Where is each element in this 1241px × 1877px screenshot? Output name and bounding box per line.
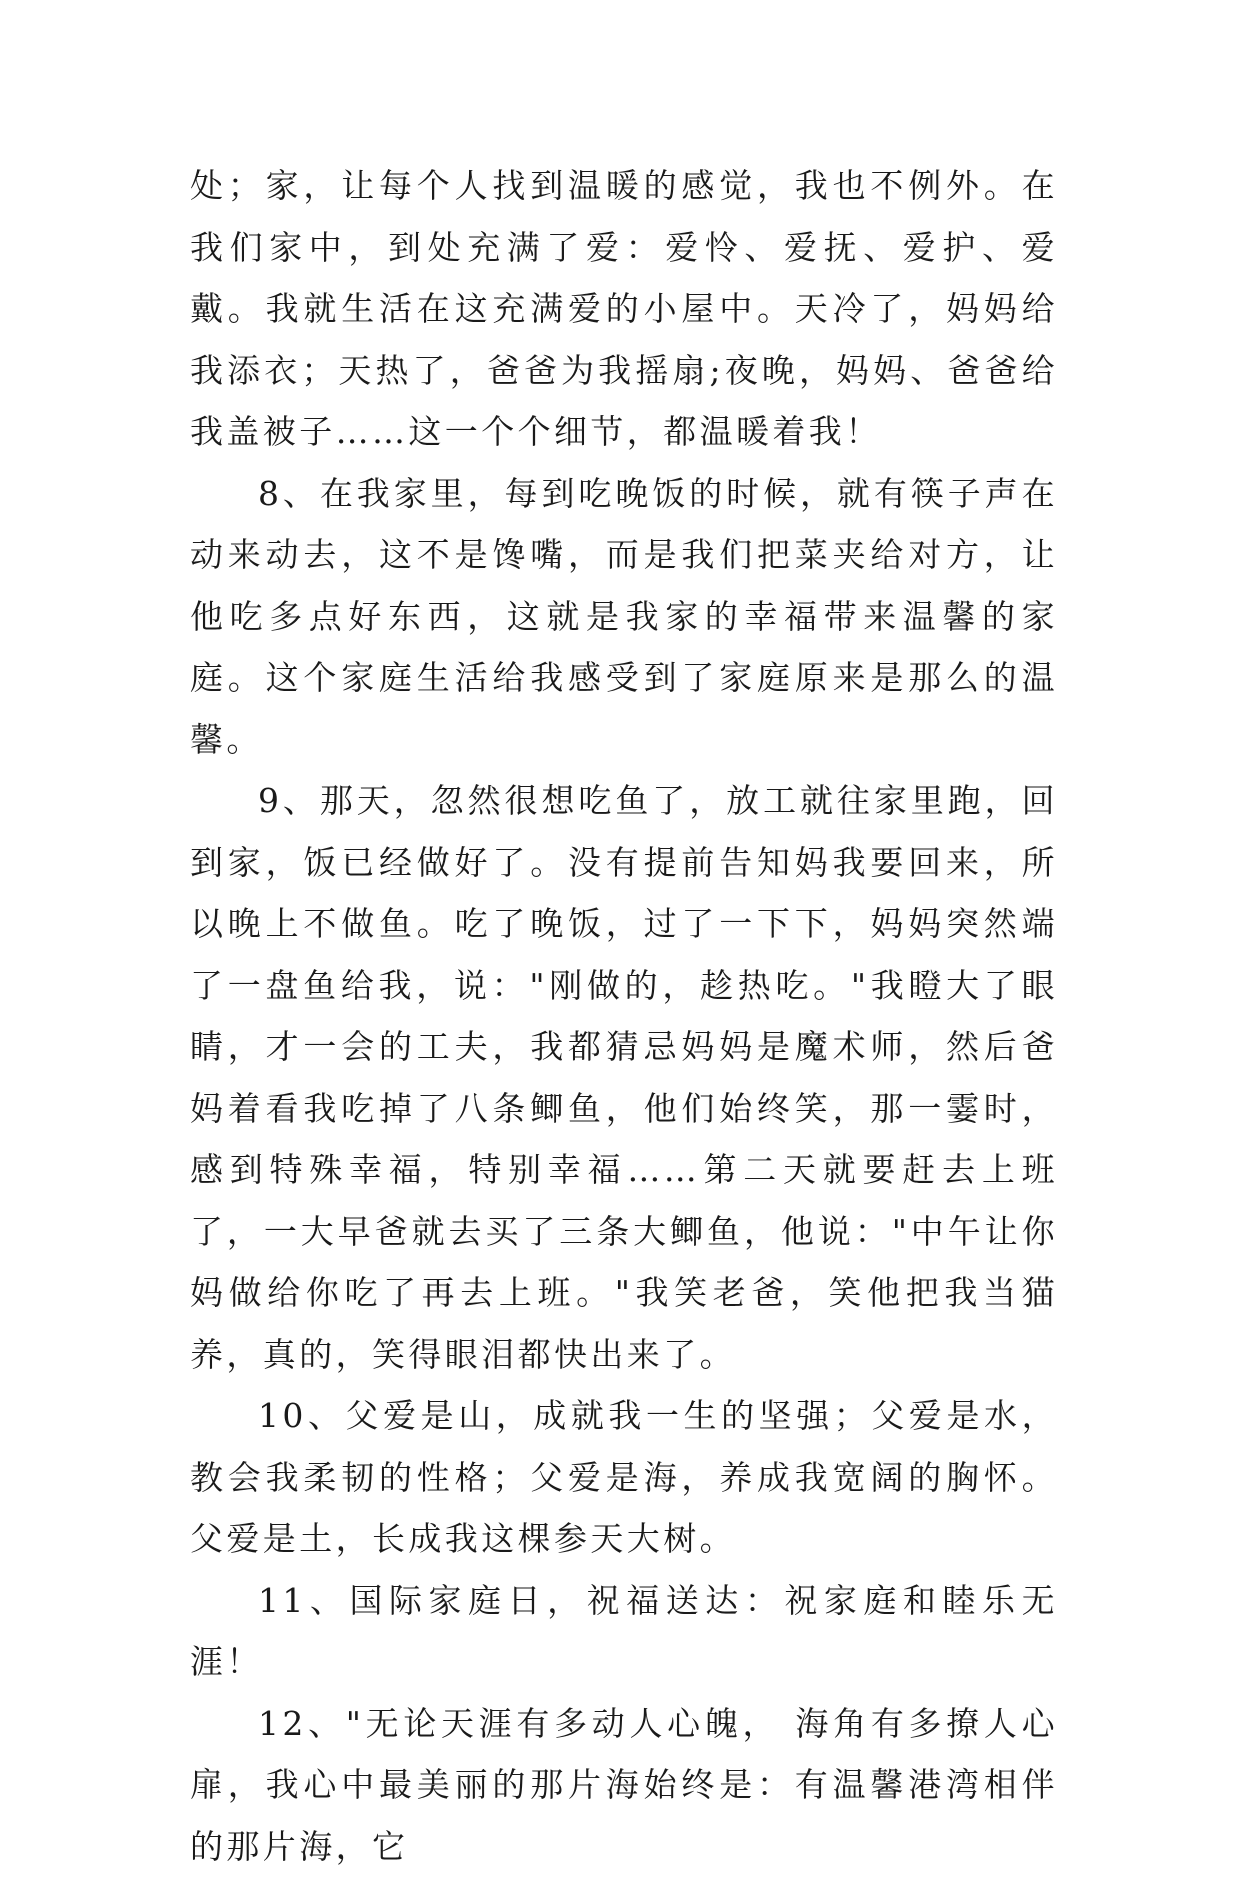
paragraph-11: 11、国际家庭日，祝福送达：祝家庭和睦乐无涯！ [190,1570,1058,1693]
paragraph-8: 8、在我家里，每到吃晚饭的时候，就有筷子声在动来动去，这不是馋嘴，而是我们把菜夹给对方，让他吃多点好东西，这就是我家的幸福带来温馨的家庭。这个家庭生活给我感受到了家庭原来是那么的温馨。 [190,463,1058,771]
paragraph-9: 9、那天，忽然很想吃鱼了，放工就往家里跑，回到家，饭已经做好了。没有提前告知妈我要回来，所以晚上不做鱼。吃了晚饭，过了一下下，妈妈突然端了一盘鱼给我，说："刚做的，趁热吃。"我瞪大了眼睛，才一会的工夫，我都猜忌妈妈是魔术师，然后爸妈着看我吃掉了八条鲫鱼，他们始终笑，那一霎时，感到特殊幸福，特别幸福……第二天就要赶去上班了，一大早爸就去买了三条大鲫鱼，他说："中午让你妈做给你吃了再去上班。"我笑老爸，笑他把我当猫养，真的，笑得眼泪都快出来了。 [190,770,1058,1385]
paragraph-12: 12、"无论天涯有多动人心魄， 海角有多撩人心扉，我心中最美丽的那片海始终是：有温馨港湾相伴的那片海，它 [190,1693,1058,1877]
document-body [190,155,1058,1877]
paragraph-10: 10、父爱是山，成就我一生的坚强；父爱是水，教会我柔韧的性格；父爱是海，养成我宽阔的胸怀。父爱是土，长成我这棵参天大树。 [190,1385,1058,1570]
paragraph-continuation: 处；家，让每个人找到温暖的感觉，我也不例外。在我们家中，到处充满了爱：爱怜、爱抚、爱护、爱戴。我就生活在这充满爱的小屋中。天冷了，妈妈给我添衣；天热了，爸爸为我摇扇;夜晚，妈妈、爸爸给我盖被子……这一个个细节，都温暖着我！ [190,155,1058,463]
